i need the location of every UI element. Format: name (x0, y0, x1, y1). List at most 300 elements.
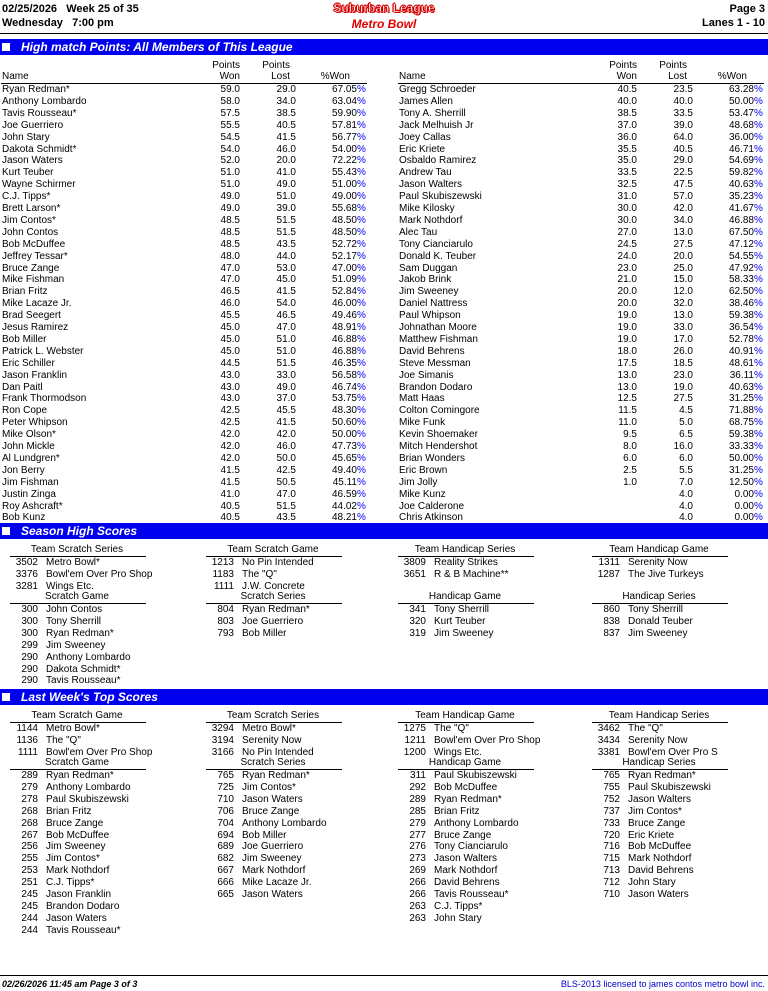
bowler-name: Tony Sherrill (434, 604, 490, 615)
bowler-name: Jason Franklin (46, 889, 112, 900)
column-header-won-line2: Won (616, 71, 637, 82)
percent-sign: % (754, 441, 763, 452)
percent-won: 59.82 (728, 167, 754, 179)
percent-sign: % (357, 369, 366, 381)
score-row (388, 735, 578, 747)
block-title: Team Scratch Series (30, 544, 124, 555)
player-name: Gregg Schroeder (399, 84, 476, 95)
bowler-name: Metro Bowl* (46, 557, 100, 568)
points-lost: 64.0 (673, 131, 693, 143)
percent-sign: % (754, 322, 763, 333)
score-value: 255 (21, 853, 38, 865)
player-name: Brian Wonders (399, 452, 465, 464)
percent-won: 52.84 (331, 286, 357, 298)
percent-sign: % (357, 357, 366, 369)
bar-square-icon (2, 43, 10, 51)
percent-won: 54.00 (331, 143, 357, 155)
points-won: 41.5 (220, 464, 240, 476)
match-row (397, 310, 767, 322)
score-row (196, 557, 386, 569)
score-value: 3166 (211, 746, 234, 758)
points-lost: 20.0 (276, 155, 296, 167)
bowler-name: Tony Cianciarulo (434, 841, 508, 853)
match-row (397, 203, 767, 215)
points-won: 59.0 (220, 84, 240, 95)
score-value: 3376 (15, 568, 38, 580)
score-value: 689 (217, 841, 234, 853)
score-value: 860 (603, 604, 620, 615)
match-row (0, 298, 370, 310)
points-won: 52.0 (220, 155, 240, 167)
score-value: 266 (409, 889, 426, 900)
match-row (0, 393, 370, 405)
player-name: Joey Callas (399, 131, 451, 143)
score-row (582, 841, 768, 853)
score-row (0, 818, 190, 830)
match-row (397, 393, 767, 405)
score-row (196, 735, 386, 747)
points-lost: 18.5 (673, 357, 693, 369)
percent-won: 59.38 (728, 310, 754, 322)
match-row (0, 477, 370, 489)
percent-won: 41.67 (728, 203, 754, 214)
match-row (397, 382, 767, 394)
points-won: 42.5 (220, 405, 240, 417)
score-row (0, 723, 190, 735)
match-row (397, 489, 767, 501)
player-name: Jack Melhuish Jr (399, 119, 474, 131)
percent-sign: % (754, 179, 763, 191)
points-lost: 27.5 (673, 238, 693, 250)
column-header-lost (647, 60, 687, 82)
lanes: Lanes 1 - 10 (702, 17, 765, 29)
percent-won: 48.61 (728, 357, 754, 369)
player-name: Jason Franklin (2, 369, 68, 381)
player-name: Daniel Nattress (399, 298, 468, 310)
player-name: Brandon Dodaro (399, 381, 473, 393)
player-name: Brett Larson* (2, 203, 61, 214)
column-header-won-line1: Points (212, 60, 240, 71)
bowler-name: John Stary (434, 912, 482, 924)
score-value: 1200 (403, 746, 426, 758)
score-value: 277 (409, 829, 426, 841)
percent-won: 54.55 (728, 250, 754, 262)
footer-printed: 02/26/2026 11:45 am Page 3 of 3 (2, 979, 138, 989)
score-row (0, 616, 190, 628)
score-value: 268 (21, 817, 38, 829)
score-value: 1275 (403, 723, 426, 734)
percent-won: 59.90 (331, 107, 357, 119)
points-won: 42.0 (220, 452, 240, 464)
column-header-won (587, 60, 637, 82)
bowler-name: Bowl'em Over Pro Shop (434, 734, 541, 746)
percent-sign: % (754, 476, 763, 488)
points-lost: 41.5 (276, 286, 296, 298)
player-name: Joe Calderone (399, 500, 465, 512)
percent-won: 50.00 (728, 452, 754, 464)
match-row (0, 405, 370, 417)
bowler-name: John Contos (46, 604, 103, 615)
bowler-name: Brian Fritz (434, 805, 480, 817)
score-value: 290 (21, 663, 38, 675)
score-row (388, 841, 578, 853)
percent-won: 48.91 (331, 322, 357, 333)
score-row (388, 628, 578, 640)
points-lost: 5.5 (679, 464, 693, 476)
points-won: 35.5 (617, 143, 637, 155)
score-value: 3462 (597, 723, 620, 734)
center-name: Metro Bowl (351, 17, 417, 31)
score-row (582, 604, 768, 616)
percent-won: 38.46 (728, 298, 754, 310)
score-value: 276 (409, 841, 426, 853)
player-name: Tavis Rousseau* (2, 107, 77, 119)
match-row (0, 227, 370, 239)
points-won: 18.0 (617, 345, 637, 357)
points-lost: 45.5 (276, 405, 296, 417)
points-lost: 6.5 (679, 429, 693, 441)
score-value: 838 (603, 615, 620, 627)
percent-won: 31.25 (728, 464, 754, 476)
points-lost: 43.5 (276, 512, 296, 524)
footer-rule (0, 975, 768, 976)
match-row (397, 405, 767, 417)
bowler-name: The "Q" (242, 568, 277, 580)
player-name: Mitch Hendershot (399, 441, 478, 452)
bowler-name: Tony Sherrill (628, 604, 684, 615)
score-value: 1144 (16, 723, 38, 734)
player-name: Paul Whipson (399, 310, 461, 322)
percent-sign: % (357, 250, 366, 262)
score-value: 3194 (211, 734, 234, 746)
bowler-name: Mark Nothdorf (628, 853, 692, 865)
points-lost: 4.0 (679, 500, 693, 512)
percent-sign: % (357, 488, 366, 500)
score-row (196, 569, 386, 581)
percent-sign: % (754, 95, 763, 107)
points-lost: 43.5 (276, 238, 296, 250)
points-lost: 4.0 (679, 488, 693, 500)
percent-sign: % (357, 155, 366, 167)
score-value: 712 (603, 877, 620, 889)
points-won: 35.0 (617, 155, 637, 167)
match-row (397, 322, 767, 334)
points-won: 30.0 (617, 203, 637, 214)
player-name: Anthony Lombardo (2, 95, 87, 107)
percent-sign: % (357, 179, 366, 191)
points-lost: 20.0 (673, 250, 693, 262)
percent-sign: % (357, 298, 366, 310)
points-won: 12.5 (617, 393, 637, 405)
block-title: Team Scratch Series (226, 710, 320, 721)
bowler-name: Donald Teuber (628, 615, 693, 627)
bowler-name: Jason Waters (242, 793, 303, 805)
match-row (0, 322, 370, 334)
player-name: Tony Cianciarulo (399, 238, 473, 250)
points-won: 27.0 (617, 226, 637, 238)
percent-sign: % (357, 464, 366, 476)
points-won: 13.0 (617, 369, 637, 381)
points-lost: 42.0 (276, 429, 296, 441)
player-name: Matthew Fishman (399, 333, 478, 345)
score-row (388, 569, 578, 581)
score-value: 267 (21, 829, 38, 841)
score-row (388, 616, 578, 628)
match-row (397, 477, 767, 489)
player-name: Jim Jolly (399, 476, 438, 488)
column-header-lost-line1: Points (262, 60, 290, 71)
player-name: Andrew Tau (399, 167, 452, 179)
percent-won: 56.77 (331, 131, 357, 143)
player-name: Bob Kunz (2, 512, 46, 524)
points-lost: 38.5 (276, 107, 296, 119)
score-row (196, 889, 386, 901)
points-lost: 46.0 (276, 143, 296, 155)
score-row (582, 877, 768, 889)
score-value: 1111 (17, 746, 38, 758)
score-row (388, 604, 578, 616)
percent-sign: % (357, 191, 366, 203)
score-row (0, 925, 190, 937)
points-won: 41.0 (220, 488, 240, 500)
score-row (0, 913, 190, 925)
score-value: 279 (409, 817, 426, 829)
points-won: 9.5 (623, 429, 637, 441)
points-lost: 34.0 (276, 95, 296, 107)
player-name: David Behrens (399, 345, 465, 357)
points-won: 49.0 (220, 191, 240, 203)
points-won: 42.5 (220, 417, 240, 429)
column-header-name: Name (399, 71, 426, 82)
match-row (397, 96, 767, 108)
score-row (0, 569, 190, 581)
match-row (0, 179, 370, 191)
percent-won: 48.50 (331, 214, 357, 226)
player-name: Sam Duggan (399, 262, 458, 274)
points-won: 45.0 (220, 322, 240, 333)
match-row (397, 441, 767, 453)
points-lost: 29.0 (673, 155, 693, 167)
bowler-name: Bruce Zange (46, 817, 104, 829)
player-name: Mark Nothdorf (399, 214, 463, 226)
percent-won: 40.63 (728, 381, 754, 393)
score-value: 289 (21, 770, 38, 781)
percent-sign: % (357, 333, 366, 345)
bowler-name: Bob Miller (242, 627, 287, 639)
score-row (388, 818, 578, 830)
player-name: John Mickle (2, 441, 55, 452)
score-row (388, 830, 578, 842)
bowler-name: Jim Sweeney (434, 627, 494, 639)
points-lost: 49.0 (276, 179, 296, 191)
match-row (0, 84, 370, 96)
points-won: 2.5 (623, 464, 637, 476)
percent-sign: % (754, 369, 763, 381)
bowler-name: David Behrens (628, 865, 694, 877)
points-lost: 6.0 (679, 452, 693, 464)
score-value: 268 (21, 805, 38, 817)
percent-won: 46.35 (331, 357, 357, 369)
percent-sign: % (754, 286, 763, 298)
percent-won: 62.50 (728, 286, 754, 298)
points-won: 37.0 (617, 119, 637, 131)
score-row (582, 794, 768, 806)
player-name: Johnathan Moore (399, 322, 477, 333)
match-row (0, 501, 370, 513)
percent-won: 52.78 (728, 333, 754, 345)
points-won: 43.0 (220, 381, 240, 393)
percent-sign: % (357, 274, 366, 286)
percent-sign: % (357, 417, 366, 429)
points-lost: 51.5 (276, 500, 296, 512)
percent-won: 46.71 (728, 143, 754, 155)
score-value: 665 (217, 889, 234, 900)
match-row (397, 215, 767, 227)
player-name: Ron Cope (2, 405, 48, 417)
column-header-name: Name (2, 71, 29, 82)
score-value: 804 (217, 604, 234, 615)
points-lost: 34.0 (673, 214, 693, 226)
score-row (196, 616, 386, 628)
column-header-won-line1: Points (609, 60, 637, 71)
score-row (388, 782, 578, 794)
score-value: 737 (603, 805, 620, 817)
match-row (397, 120, 767, 132)
player-name: Mike Olson* (2, 429, 56, 441)
percent-sign: % (754, 84, 763, 95)
bowler-name: Ryan Redman* (242, 770, 310, 781)
score-value: 300 (21, 615, 38, 627)
match-row (397, 298, 767, 310)
points-won: 40.5 (617, 84, 637, 95)
league-title: Suburban League (333, 1, 435, 15)
percent-won: 48.21 (331, 512, 357, 524)
column-header-won (190, 60, 240, 82)
percent-won: 0.00 (734, 488, 754, 500)
player-name: Jim Contos* (2, 214, 56, 226)
percent-won: 46.00 (331, 298, 357, 310)
bowler-name: Dakota Schmidt* (46, 663, 121, 675)
bar-square-icon (2, 527, 10, 535)
player-name: Steve Messman (399, 357, 471, 369)
match-row (0, 108, 370, 120)
score-value: 3434 (597, 734, 620, 746)
bowler-name: Jim Sweeney (242, 853, 302, 865)
player-name: Jesus Ramirez (2, 322, 69, 333)
block-title: Handicap Game (428, 591, 502, 602)
bar-square-icon (2, 693, 10, 701)
score-row (582, 806, 768, 818)
player-name: Tony A. Sherrill (399, 107, 466, 119)
match-row (0, 441, 370, 453)
bowler-name: Mark Nothdorf (242, 865, 306, 877)
score-row (0, 735, 190, 747)
points-won: 17.5 (617, 357, 637, 369)
percent-won: 52.17 (331, 250, 357, 262)
player-name: Dan Paitl (2, 381, 43, 393)
percent-won: 31.25 (728, 393, 754, 405)
match-row (0, 120, 370, 132)
points-won: 48.5 (220, 226, 240, 238)
points-won: 54.5 (220, 131, 240, 143)
match-row (0, 239, 370, 251)
bowler-name: No Pin Intended (242, 557, 314, 568)
match-row (397, 274, 767, 286)
score-row (0, 806, 190, 818)
points-lost: 41.5 (276, 417, 296, 429)
match-row (397, 453, 767, 465)
points-lost: 37.0 (276, 393, 296, 405)
match-row (397, 370, 767, 382)
percent-won: 35.23 (728, 191, 754, 203)
points-won: 31.0 (617, 191, 637, 203)
score-value: 1311 (598, 557, 620, 568)
percent-sign: % (357, 393, 366, 405)
percent-sign: % (754, 107, 763, 119)
percent-won: 71.88 (728, 405, 754, 417)
score-value: 803 (217, 615, 234, 627)
match-row (397, 179, 767, 191)
score-row (196, 865, 386, 877)
bowler-name: Jim Contos* (46, 853, 100, 865)
player-name: Brad Seegert (2, 310, 61, 322)
bowler-name: Paul Skubiszewski (434, 770, 517, 781)
bowler-name: Mark Nothdorf (434, 865, 498, 877)
percent-sign: % (357, 286, 366, 298)
player-name: Joe Guerriero (2, 119, 64, 131)
bowler-name: Ryan Redman* (628, 770, 696, 781)
points-won: 45.0 (220, 333, 240, 345)
bowler-name: Kurt Teuber (434, 615, 486, 627)
player-name: Jason Waters (2, 155, 63, 167)
match-row (397, 358, 767, 370)
points-won: 8.0 (623, 441, 637, 452)
bowler-name: Jim Sweeney (46, 841, 106, 853)
score-value: 273 (409, 853, 426, 865)
points-won: 11.5 (618, 405, 637, 417)
match-row (0, 286, 370, 298)
block-title: Scratch Game (45, 591, 109, 602)
score-value: 341 (409, 604, 426, 615)
match-row (0, 215, 370, 227)
percent-sign: % (357, 238, 366, 250)
percent-won: 47.92 (728, 262, 754, 274)
percent-sign: % (357, 84, 366, 95)
bowler-name: Bob McDuffee (434, 781, 498, 793)
player-name: Patrick L. Webster (2, 345, 84, 357)
percent-sign: % (754, 143, 763, 155)
player-name: Jeffrey Tessar* (2, 250, 68, 262)
block-title: Team Scratch Game (227, 544, 319, 555)
bowler-name: Eric Kriete (628, 829, 675, 841)
points-lost: 27.5 (673, 393, 693, 405)
points-lost: 51.5 (276, 226, 296, 238)
score-value: 311 (410, 770, 426, 781)
bowler-name: Metro Bowl* (46, 723, 100, 734)
points-won: 32.5 (617, 179, 637, 191)
score-row (582, 830, 768, 842)
score-value: 716 (603, 841, 620, 853)
player-name: Jim Fishman (2, 476, 59, 488)
score-value: 320 (409, 615, 426, 627)
bowler-name: Bowl'em Over Pro Shop (46, 746, 153, 758)
percent-won: 46.59 (331, 488, 357, 500)
match-row (397, 239, 767, 251)
bowler-name: Paul Skubiszewski (46, 793, 129, 805)
percent-won: 55.68 (331, 203, 357, 214)
player-name: Mike Kilosky (399, 203, 455, 214)
points-lost: 53.0 (276, 262, 296, 274)
